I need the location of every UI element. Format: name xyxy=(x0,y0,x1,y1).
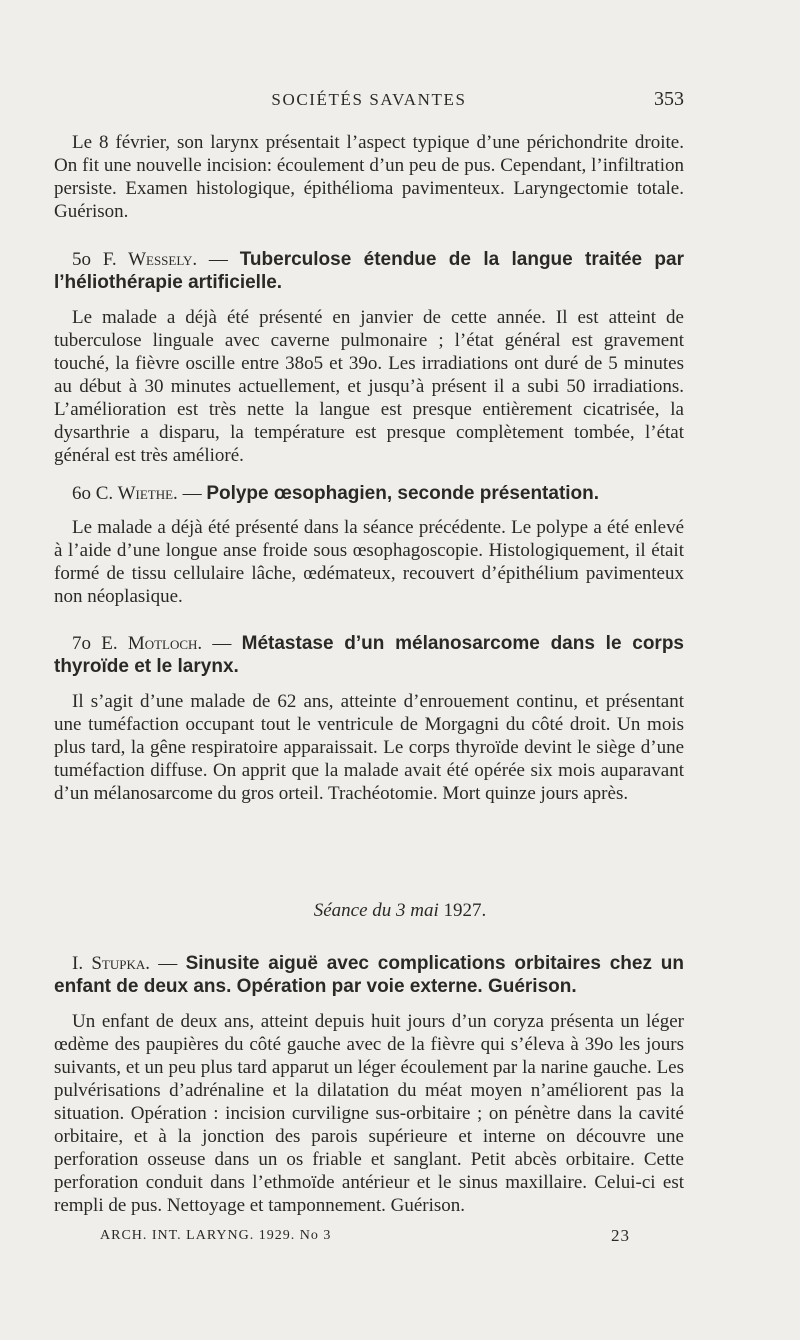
section-title-motloch: 7o E. Motloch. — Métastase d’un mélanosarcome dans le corps thyroïde et le larynx. xyxy=(54,633,685,677)
journal-reference: ARCH. INT. LARYNG. 1929. No 3 xyxy=(100,1228,332,1243)
paragraph-sinusite: Un enfant de deux ans, atteint depuis huit jours d’un coryza présenta un léger œdème des paupières du côté gauche avec de la fièvre qui s’éleva à 39o les jours suivants, et un peu plus tard apparut un léger écoulement par la narine gauche. Les pulvérisations d’adrénaline et la dilatation du méat moyen n’améliorent pas la situation. Opération : incision curviligne sus-orbitaire ; on pénètre dans la cavité orbitaire, et à la jonction des parois supérieure et interne on découvre une perforation osseuse dans un os friable et sanglant. Petit abcès orbitaire. Cette perforation conduit dans l’ethmoïde antérieur et le sinus maxillaire. Celui-ci est rempli de pus. Nettoyage et tamponnement. Guérison. xyxy=(54,1011,684,1216)
section-title-stupka: I. Stupka. — Sinusite aiguë avec complications orbitaires chez un enfant de deux ans. Opération par voie externe. Guérison. xyxy=(54,953,684,997)
paragraph-tuberculose: Le malade a déjà été présenté en janvier de cette année. Il est atteint de tuberculose linguale avec caverne pulmonaire ; l’état général est gravement touché, la fièvre oscille entre 38o5 et 39o. Les irradiations ont duré de 5 minutes au début à 30 minutes actuellement, et jusqu’à présent il a subi 50 irradiations. L’amélioration est très nette la langue est presque entièrement cicatrisée, la dysarthrie a disparu, la température est presque complètement tombée, l’état général est très amélioré. xyxy=(54,307,684,466)
section-title-text: Sinusite aiguë avec complications orbitaires chez un enfant de deux ans. Opération par voie externe. Guérison. xyxy=(54,953,684,997)
page-header xyxy=(54,88,684,118)
section-author: C. Wiethe. xyxy=(95,483,178,504)
section-title-text: Tuberculose étendue de la langue traitée par l’héliothérapie artificielle. xyxy=(54,249,684,293)
section-title-wiethe: 6o C. Wiethe. — Polype œsophagien, seconde présentation. xyxy=(72,483,600,504)
page-footer xyxy=(100,1228,630,1244)
paragraph-polype: Le malade a déjà été présenté dans la séance précédente. Le polype a été enlevé à l’aide d’une longue anse froide sous œsophagoscopie. Histologiquement, il était formé de tissu cellulaire lâche, œdémateux, recouvert d’épithélium pavimenteux non néoplasique. xyxy=(54,517,684,607)
section-number: 7o xyxy=(72,633,91,654)
section-number: I. xyxy=(72,953,84,974)
section-title-text: Métastase d’un mélanosarcome dans le corps thyroïde et le larynx. xyxy=(54,633,685,677)
section-author: F. Wessely. xyxy=(102,249,198,270)
section-author: Stupka. xyxy=(91,953,151,974)
signature-number: 23 xyxy=(611,1226,630,1245)
page-number: 353 xyxy=(654,88,684,110)
section-title-text: Polype œsophagien, seconde présentation. xyxy=(206,483,600,504)
paragraph-melanosarcome: Il s’agit d’une malade de 62 ans, atteinte d’enrouement continu, et présentant une tuméfaction occupant tout le ventricule de Morgagni du côté droit. Un mois plus tard, la gêne respiratoire apparaissait. Le corps thyroïde devint le siège d’une tuméfaction diffuse. On apprit que la malade avait été opérée six mois auparavant d’un mélanosarcome du gros orteil. Trachéotomie. Mort quinze jours après. xyxy=(54,691,684,804)
section-number: 5o xyxy=(72,249,91,270)
section-number: 6o xyxy=(72,483,91,504)
running-head: SOCIÉTÉS SAVANTES xyxy=(271,90,467,109)
section-title-wessely: 5o F. Wessely. — Tuberculose étendue de la langue traitée par l’héliothérapie artificielle. xyxy=(54,249,684,293)
session-heading: Séance du 3 mai 1927. xyxy=(313,900,487,921)
section-author: E. Motloch. xyxy=(101,633,203,654)
paragraph-perichondrite: Le 8 février, son larynx présentait l’aspect typique d’une périchondrite droite. On fit une nouvelle incision: écoulement d’un peu de pus. Cependant, l’infiltration persiste. Examen histologique, épithélioma pavimenteux. Laryngectomie totale. Guérison. xyxy=(54,132,684,222)
